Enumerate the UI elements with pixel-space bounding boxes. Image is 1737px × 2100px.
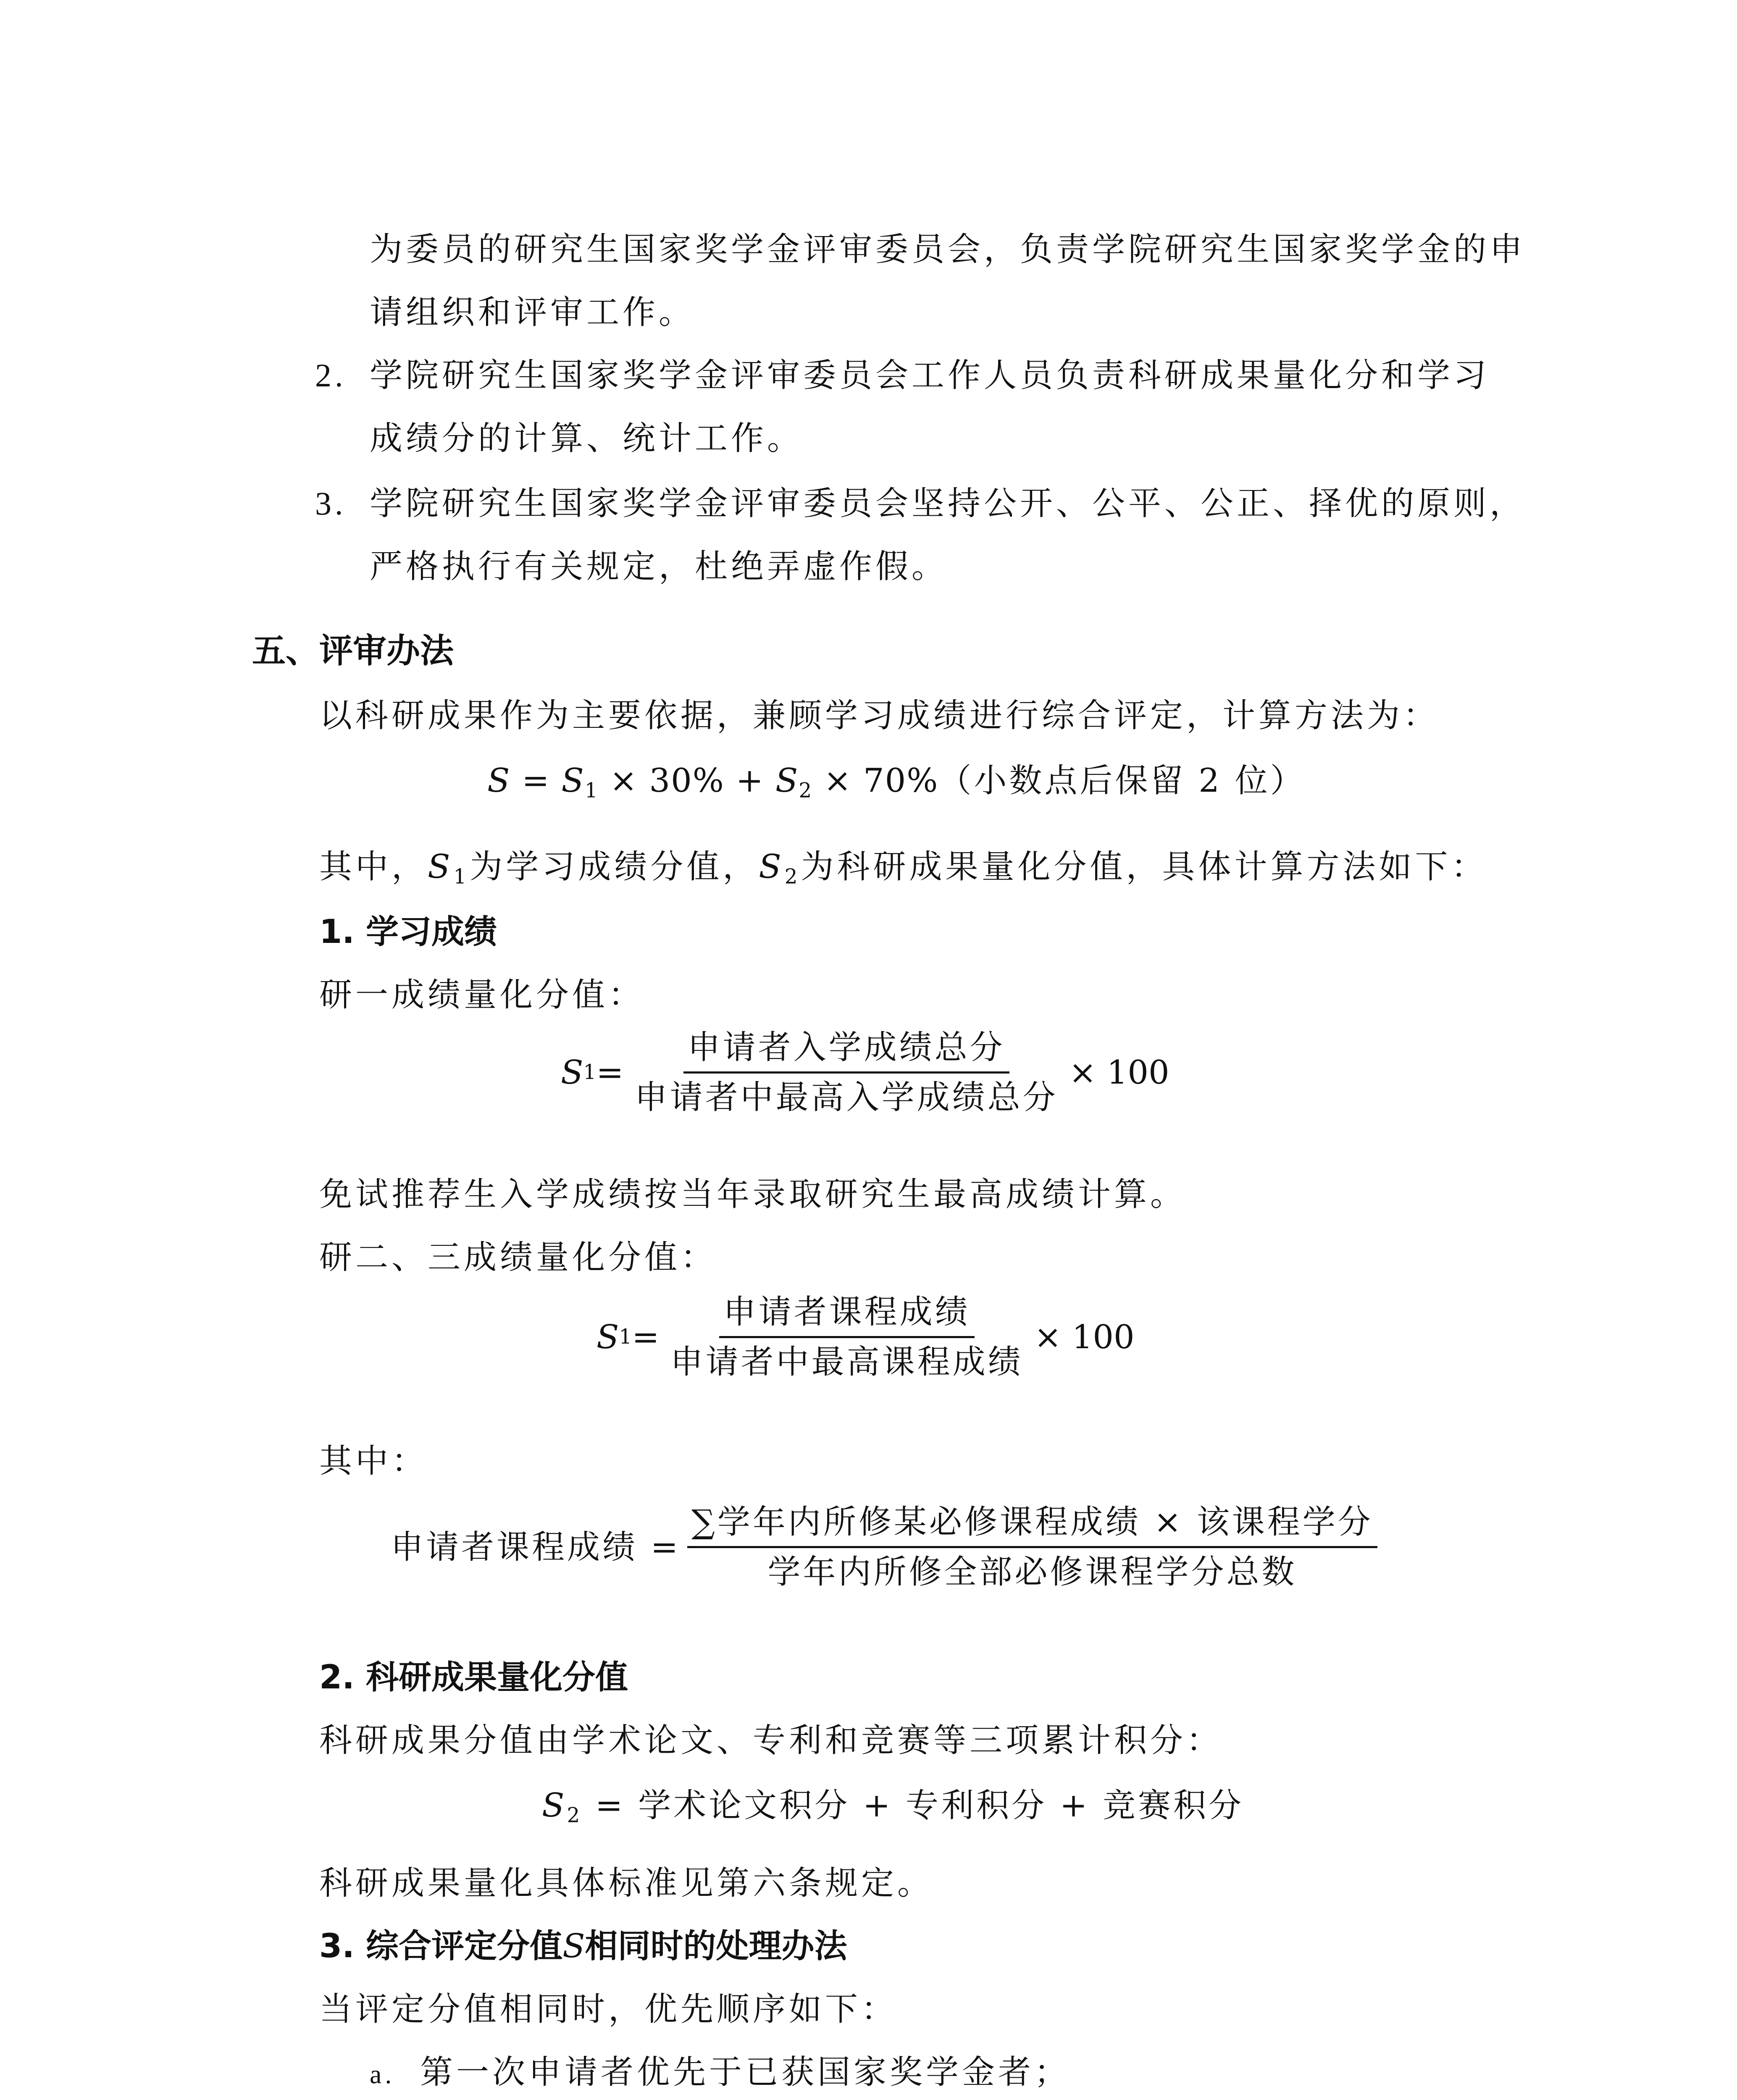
formula-times30: × 30% +: [598, 762, 775, 800]
yan23-label: 研二、三成绩量化分值：: [319, 1239, 717, 1276]
tie-intro: 当评定分值相同时，优先顺序如下：: [319, 1990, 898, 2028]
item1-line2: 请组织和评审工作。: [370, 294, 695, 331]
frac2-fraction: [666, 1293, 1027, 1381]
fraction-3: [391, 1503, 1384, 1591]
where-line: [319, 850, 1487, 887]
where-S2: S: [759, 848, 785, 886]
frac1-lhs-sub: 1: [583, 1060, 597, 1084]
frac1-denominator: 申请者中最高入学成绩总分: [634, 1079, 1058, 1116]
research-intro: 科研成果分值由学术论文、专利和竞赛等三项累计积分：: [319, 1722, 1223, 1759]
sub3-title-b: 相同时的处理办法: [585, 1927, 847, 1965]
item3-text-a: 学院研究生国家奖学金评审委员会坚持公开、公平、公正、择优的原则，: [370, 485, 1526, 522]
where-S1-sub: 1: [453, 865, 470, 889]
qizhong-line: 其中：: [319, 1442, 428, 1480]
formula-S2-sub: 2: [799, 779, 813, 803]
item2-text-a: 学院研究生国家奖学金评审委员会工作人员负责科研成果量化分和学习: [370, 357, 1490, 394]
formula-S2: S: [775, 762, 799, 800]
formula-S1-sub: 1: [584, 779, 599, 803]
tie-a-label: a.: [370, 2059, 395, 2089]
sub3-title: [319, 1927, 847, 1965]
tie-item-a: [370, 2053, 1071, 2091]
frac1-tail: × 100: [1069, 1053, 1169, 1092]
where-a: 其中，: [319, 848, 428, 886]
frac3-lhs: 申请者课程成绩 =: [391, 1528, 681, 1566]
section5-intro: 以科研成果作为主要依据，兼顾学习成绩进行综合评定，计算方法为：: [319, 697, 1440, 735]
s2-formula: [542, 1789, 1244, 1826]
item2-line1: [315, 359, 1490, 392]
sub1-title: 1. 学习成绩: [319, 913, 497, 951]
frac2-numerator: 申请者课程成绩: [719, 1296, 975, 1338]
item3-line2: 严格执行有关规定，杜绝弄虚作假。: [370, 548, 948, 585]
formula-S1: S: [561, 762, 585, 800]
frac1-eq: =: [596, 1053, 624, 1092]
where-S1: S: [428, 848, 454, 886]
item2-number: 2.: [315, 357, 347, 394]
fraction-1: [561, 1031, 1169, 1114]
frac2-lhs: S: [597, 1318, 619, 1356]
research-std: 科研成果量化具体标准见第六条规定。: [319, 1864, 934, 1902]
yan1-label: 研一成绩量化分值：: [319, 976, 645, 1014]
formula-S: S: [487, 762, 511, 800]
where-c: 为科研成果量化分值，具体计算方法如下：: [801, 848, 1487, 886]
s2-formula-sub: 2: [567, 1803, 583, 1827]
sub2-title: 2. 科研成果量化分值: [319, 1659, 628, 1696]
formula-times70: × 70%: [812, 762, 939, 800]
formula-eq: =: [510, 762, 562, 800]
item3-line1: [315, 487, 1526, 520]
formula-note: （小数点后保留 2 位）: [938, 762, 1306, 800]
frac3-denominator: 学年内所修全部必修课程学分总数: [767, 1553, 1297, 1591]
where-S2-sub: 2: [784, 865, 801, 889]
s2-formula-S: S: [542, 1787, 567, 1824]
frac3-fraction: [687, 1503, 1377, 1591]
frac2-eq: =: [632, 1318, 660, 1356]
frac3-numerator: ∑学年内所修某必修课程成绩 × 该课程学分: [687, 1506, 1377, 1548]
frac1-lhs: S: [561, 1053, 583, 1092]
frac2-denominator: 申请者中最高课程成绩: [670, 1343, 1023, 1381]
s2-formula-rest: = 学术论文积分 + 专利积分 + 竞赛积分: [582, 1787, 1244, 1824]
frac1-fraction: [631, 1031, 1062, 1114]
where-b: 为学习成绩分值，: [470, 848, 759, 886]
item3-number: 3.: [315, 485, 347, 522]
sub3-title-S: S: [562, 1927, 585, 1965]
section5-heading: 五、评审办法: [252, 631, 454, 670]
fraction-2: [597, 1293, 1135, 1381]
sub3-title-a: 3. 综合评定分值: [319, 1927, 563, 1965]
item2-line2: 成绩分的计算、统计工作。: [370, 420, 804, 457]
tie-a-text: 第一次申请者优先于已获国家奖学金者；: [420, 2053, 1071, 2091]
frac2-lhs-sub: 1: [619, 1325, 632, 1349]
item1-line1: 为委员的研究生国家奖学金评审委员会，负责学院研究生国家奖学金的申: [370, 231, 1526, 268]
main-formula: [487, 764, 1306, 801]
frac2-tail: × 100: [1034, 1318, 1135, 1356]
exempt-line: 免试推荐生入学成绩按当年录取研究生最高成绩计算。: [319, 1176, 1187, 1213]
frac1-numerator: 申请者入学成绩总分: [683, 1031, 1009, 1074]
